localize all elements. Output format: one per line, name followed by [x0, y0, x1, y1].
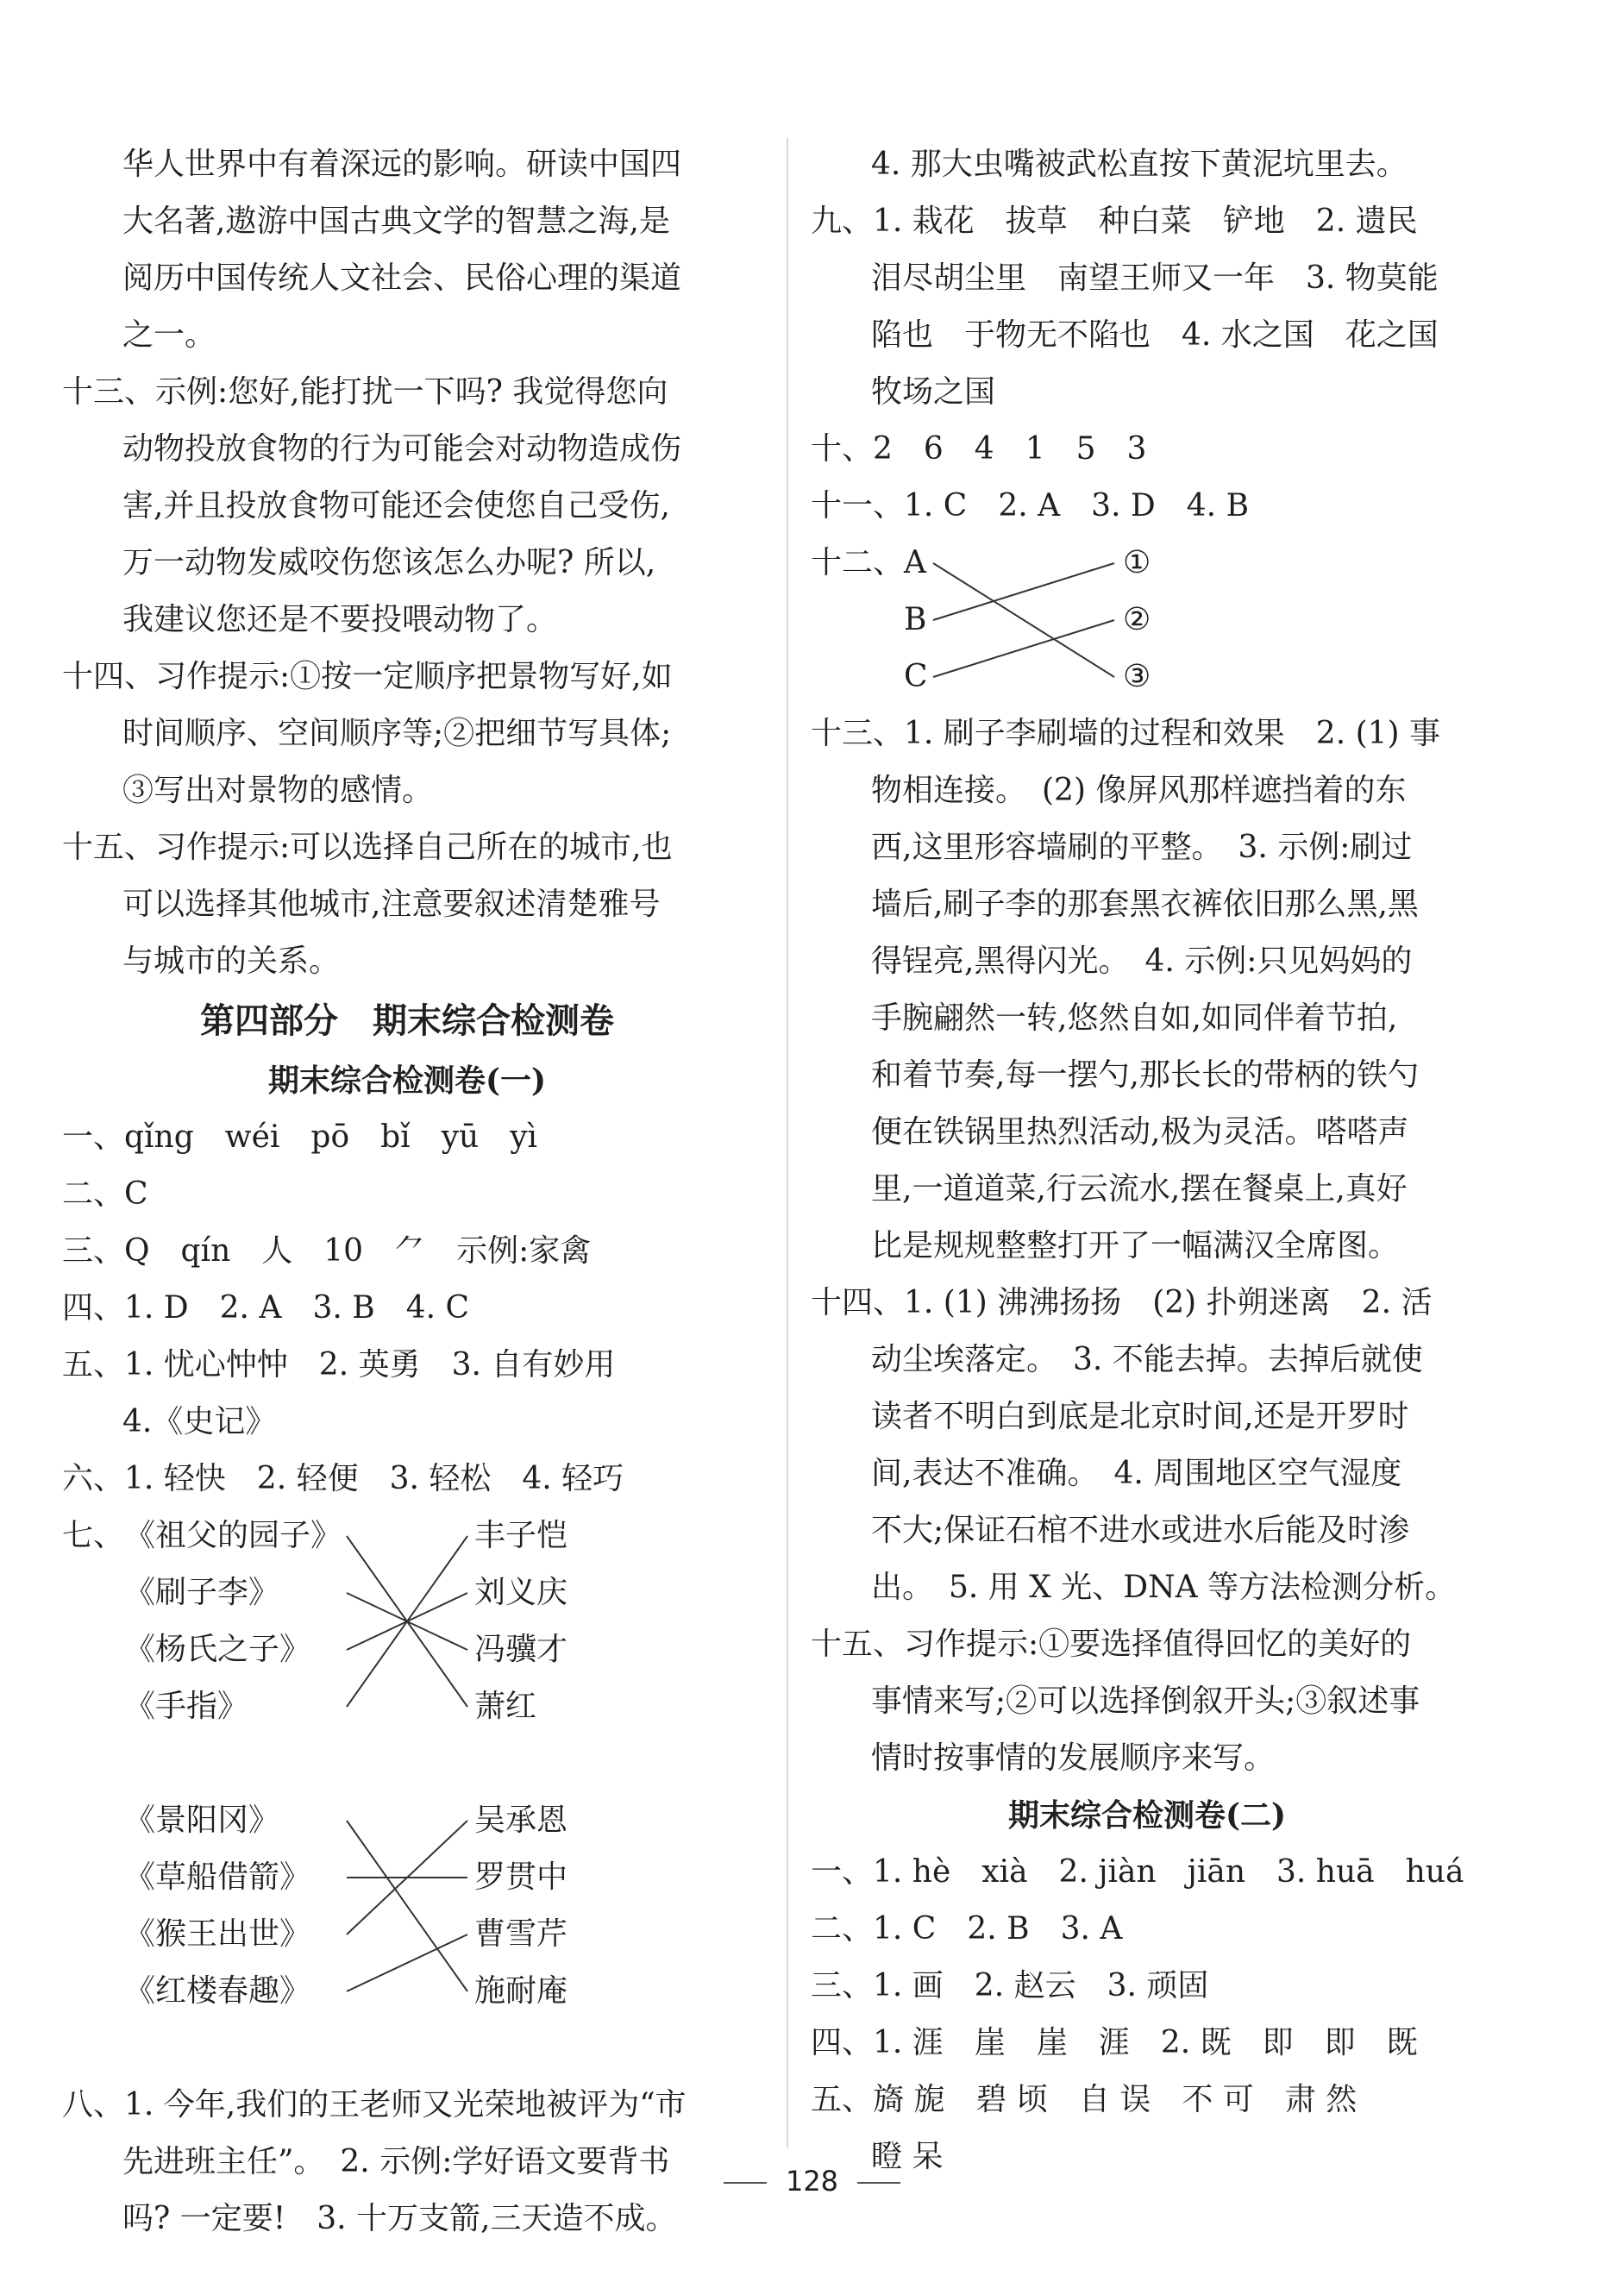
question-label: 七、: [62, 1518, 125, 1553]
exam-subtitle-2: 期末综合检测卷(二): [1007, 1797, 1287, 1834]
answer-line: 九、1. 栽花 拔草 种白菜 铲地 2. 遗民: [811, 204, 1418, 239]
answer-line: 和着节奏,每一摆勺,那长长的带柄的铁勺: [871, 1057, 1419, 1093]
match-left-item: 《杨氏之子》: [124, 1632, 311, 1667]
answer-line: 墙后,刷子李的那套黑衣裤依旧那么黑,黑: [871, 887, 1419, 922]
match-connector-line: [347, 1821, 467, 1991]
section-title: 第四部分 期末综合检测卷: [200, 1001, 614, 1041]
left-lines-a: [62, 136, 752, 990]
right-lines-c: [811, 1844, 1483, 2185]
match-left-item: 《手指》: [124, 1689, 249, 1724]
answer-line: 害,并且投放食物可能还会使您自己受伤,: [122, 488, 670, 524]
match-right-item: 丰子恺: [474, 1518, 568, 1553]
column-divider: [787, 138, 788, 2147]
answer-line: 情时按事情的发展顺序来写。: [871, 1740, 1276, 1776]
answer-line: 4.《史记》: [122, 1404, 277, 1439]
answer-line: 二、1. C 2. B 3. A: [811, 1911, 1123, 1947]
match-right-item: 萧红: [474, 1689, 537, 1724]
answer-line: 十三、1. 刷子李刷墙的过程和效果 2. (1) 事: [811, 716, 1441, 751]
match-connector-line: [933, 620, 1114, 677]
answer-line: 十一、1. C 2. A 3. D 4. B: [811, 488, 1250, 524]
answer-line: 动尘埃落定。 3. 不能去掉。去掉后就使: [871, 1342, 1423, 1377]
answer-line: 一、1. hè xià 2. jiàn jiān 3. huā huá: [811, 1854, 1464, 1890]
answer-line: 五、1. 忧心忡忡 2. 英勇 3. 自有妙用: [62, 1347, 616, 1383]
match-left-item: 《刷子李》: [124, 1575, 280, 1610]
answer-line: 得锃亮,黑得闪光。 4. 示例:只见妈妈的: [871, 944, 1413, 979]
match-connector-line: [933, 563, 1114, 620]
answer-line: 物相连接。 (2) 像屏风那样遮挡着的东: [871, 773, 1407, 808]
answer-line: 四、1. 涯 崖 崖 涯 2. 既 即 即 既: [811, 2025, 1418, 2060]
match-right-item: 曹雪芹: [474, 1916, 568, 1952]
match-left-item: B: [904, 602, 927, 637]
right-lines-a: [811, 136, 1483, 535]
answer-line: 十、2 6 4 1 5 3: [811, 431, 1147, 467]
answer-line: 不大;保证石棺不进水或进水后能及时渗: [871, 1513, 1410, 1548]
answer-line: 比是规规整整打开了一幅满汉全席图。: [871, 1228, 1400, 1263]
answer-line: 十三、示例:您好,能打扰一下吗? 我觉得您向: [62, 374, 668, 410]
match-right-item: 罗贯中: [474, 1859, 568, 1895]
left-lines-b: [62, 1109, 752, 1508]
match-left-item: 《祖父的园子》: [124, 1518, 342, 1553]
answer-line: 大名著,遨游中国古典文学的智慧之海,是: [122, 204, 670, 239]
match-connector-line: [347, 1934, 467, 1991]
answer-line: 便在铁锅里热烈活动,极为灵活。嗒嗒声: [871, 1114, 1409, 1150]
answer-line: 动物投放食物的行为可能会对动物造成伤: [122, 431, 682, 467]
answer-line: 事情来写;②可以选择倒叙开头;③叙述事: [871, 1683, 1420, 1719]
match-right-item: 施耐庵: [474, 1973, 568, 2009]
answer-line: 瞪 呆: [871, 2139, 944, 2174]
answer-line: 之一。: [122, 317, 216, 353]
answer-line: ③写出对景物的感情。: [122, 773, 434, 808]
answer-line: 四、1. D 2. A 3. B 4. C: [62, 1290, 470, 1326]
answer-line: 间,表达不准确。 4. 周围地区空气湿度: [871, 1456, 1402, 1491]
answer-line: 可以选择其他城市,注意要叙述清楚雅号: [122, 887, 661, 922]
match-left-item: 《红楼春趣》: [124, 1973, 311, 2009]
match-left-item: C: [904, 659, 928, 694]
match-right-item: 冯骥才: [474, 1632, 568, 1667]
answer-line: 十五、习作提示:可以选择自己所在的城市,也: [62, 830, 673, 865]
answer-line: 一、qǐng wéi pō bǐ yū yì: [62, 1119, 538, 1155]
answer-line: 与城市的关系。: [122, 944, 341, 979]
match-right-item: 刘义庆: [474, 1575, 568, 1610]
answer-line: 泪尽胡尘里 南望王师又一年 3. 物莫能: [871, 260, 1439, 296]
answer-line: 出。 5. 用 X 光、DNA 等方法检测分析。: [871, 1570, 1457, 1605]
match-left-item: 《景阳冈》: [124, 1803, 280, 1838]
left-lines-c: [62, 2077, 752, 2248]
match-connector-line: [933, 563, 1114, 677]
answer-line: 里,一道道菜,行云流水,摆在餐桌上,真好: [871, 1171, 1408, 1207]
answer-line: 二、C: [62, 1176, 148, 1212]
matching-question-12: [811, 535, 1483, 705]
exam-subtitle-1: 期末综合检测卷(一): [267, 1063, 547, 1099]
answer-line: 十四、1. (1) 沸沸扬扬 (2) 扑朔迷离 2. 活: [811, 1285, 1433, 1320]
answer-line: 八、1. 今年,我们的王老师又光荣地被评为“市: [62, 2087, 687, 2122]
left-column: [62, 136, 752, 2248]
right-lines-b: [811, 705, 1483, 1787]
question-label: 十二、: [811, 545, 905, 580]
answer-line: 华人世界中有着深远的影响。研读中国四: [122, 147, 682, 182]
match-left-item: 《草船借箭》: [124, 1859, 311, 1895]
answer-line: 牧场之国: [871, 374, 996, 410]
answer-line: 陷也 于物无不陷也 4. 水之国 花之国: [871, 317, 1439, 353]
match-right-item: ①: [1123, 545, 1151, 580]
answer-line: 西,这里形容墙刷的平整。 3. 示例:刷过: [871, 830, 1413, 865]
answer-line: 先进班主任”。 2. 示例:学好语文要背书: [122, 2144, 670, 2179]
matching-question-7: [62, 1508, 752, 2077]
answer-line: 十五、习作提示:①要选择值得回忆的美好的: [811, 1627, 1412, 1662]
match-right-item: 吴承恩: [474, 1803, 568, 1838]
page-number: 128: [0, 2165, 1624, 2198]
match-right-item: ③: [1123, 659, 1151, 694]
answer-line: 五、旖 旎 碧 顷 自 误 不 可 肃 然: [811, 2082, 1358, 2117]
answer-line: 我建议您还是不要投喂动物了。: [122, 602, 558, 637]
answer-line: 4. 那大虫嘴被武松直按下黄泥坑里去。: [871, 147, 1408, 182]
answer-line: 读者不明白到底是北京时间,还是开罗时: [871, 1399, 1409, 1434]
answer-line: 时间顺序、空间顺序等;②把细节写具体;: [122, 716, 672, 751]
right-column: [811, 136, 1483, 2185]
match-right-item: ②: [1123, 602, 1151, 637]
match-left-item: 《猴王出世》: [124, 1916, 311, 1952]
answer-line: 吗? 一定要! 3. 十万支箭,三天造不成。: [122, 2201, 677, 2236]
answer-line: 三、Q qín 人 10 ⺈ 示例:家禽: [62, 1233, 592, 1269]
match-left-item: A: [904, 545, 926, 580]
answer-line: 六、1. 轻快 2. 轻便 3. 轻松 4. 轻巧: [62, 1461, 624, 1496]
answer-line: 万一动物发威咬伤您该怎么办呢? 所以,: [122, 545, 656, 580]
answer-line: 阅历中国传统人文社会、民俗心理的渠道: [122, 260, 682, 296]
answer-line: 三、1. 画 2. 赵云 3. 顽固: [811, 1968, 1209, 2003]
answer-line: 十四、习作提示:①按一定顺序把景物写好,如: [62, 659, 673, 694]
answer-line: 手腕翩然一转,悠然自如,如同伴着节拍,: [871, 1000, 1398, 1036]
